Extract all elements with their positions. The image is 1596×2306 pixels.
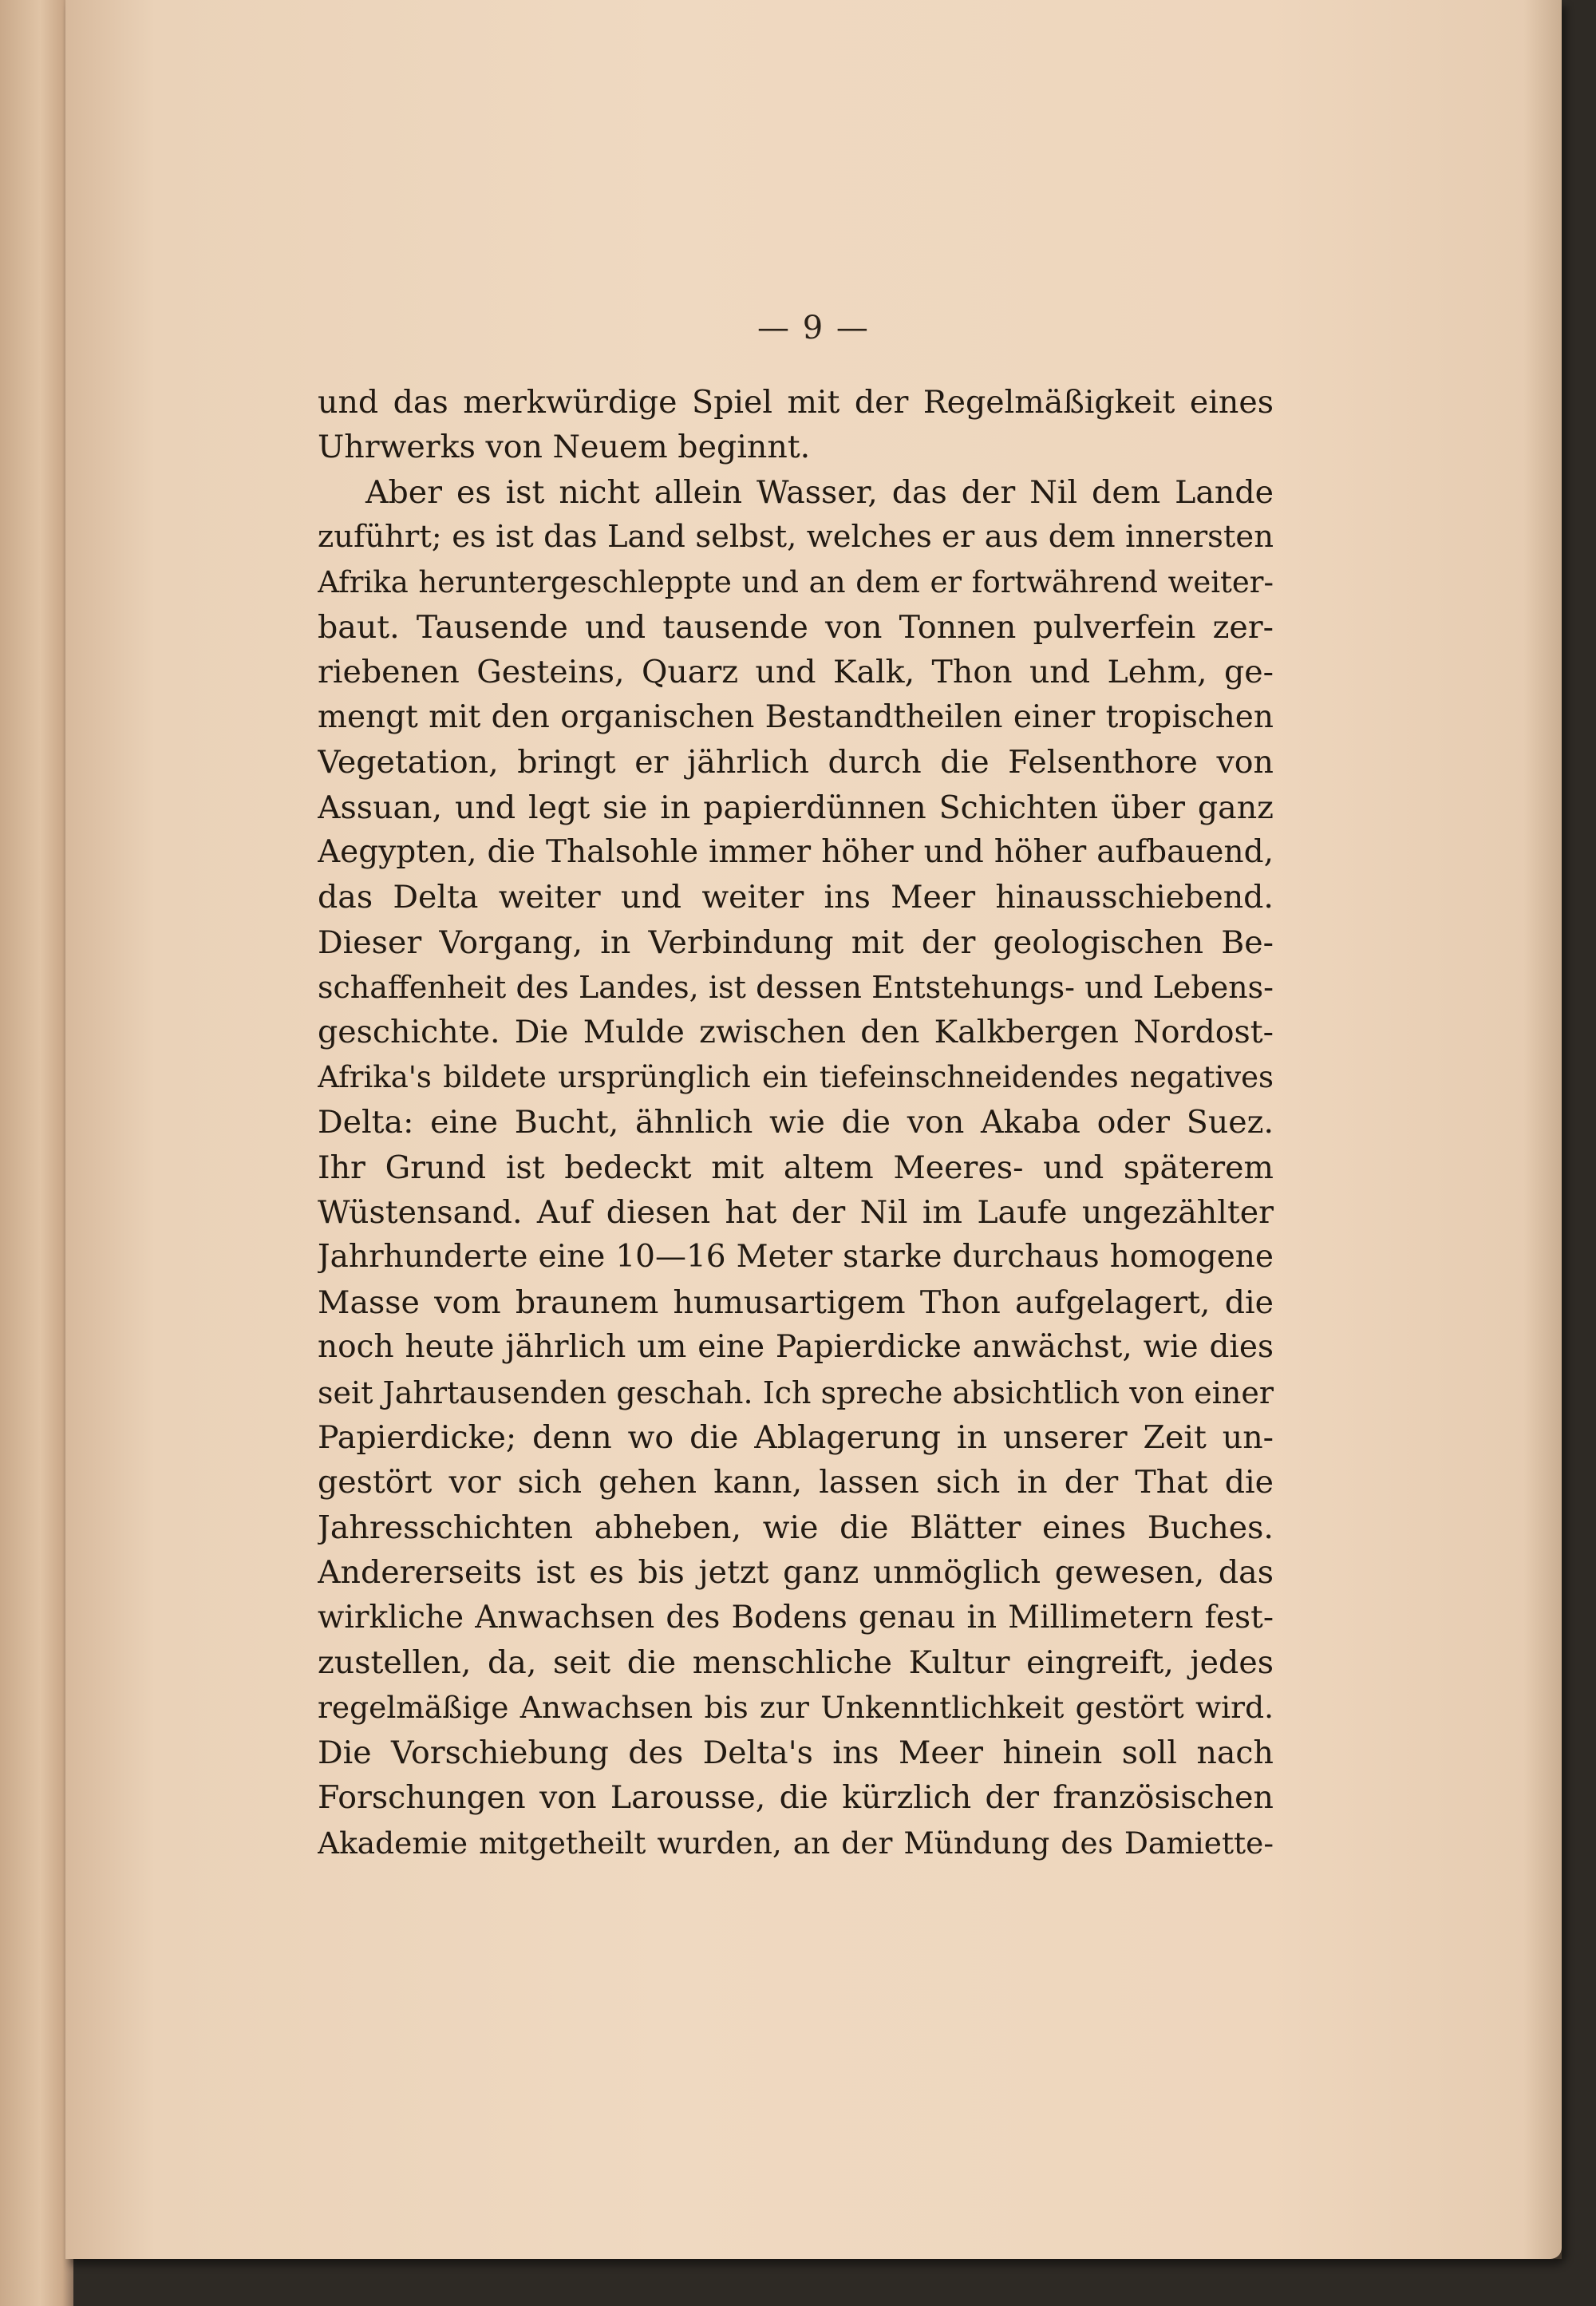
text-line: Aegypten, die Thalsohle immer höher und höher aufbauend, <box>318 833 1274 870</box>
text-line: Afrika heruntergeschleppte und an dem er fortwährend weiter- <box>318 564 1274 599</box>
text-line: und das merkwürdige Spiel mit der Regelmäßigkeit eines <box>318 384 1274 421</box>
text-line: wirkliche Anwachsen des Bodens genau in Millimetern fest- <box>318 1599 1274 1636</box>
text-line: noch heute jährlich um eine Papierdicke anwächst, wie dies <box>318 1329 1274 1366</box>
text-line: Die Vorschiebung des Delta's ins Meer hinein soll nach <box>318 1734 1274 1771</box>
text-line: Jahresschichten abheben, wie die Blätter eines Buches. <box>318 1509 1274 1546</box>
text-line: Andererseits ist es bis jetzt ganz unmöglich gewesen, das <box>318 1554 1274 1592</box>
text-line: baut. Tausende und tausende von Tonnen pulverfein zer- <box>318 608 1274 646</box>
text-line: Vegetation, bringt er jährlich durch die Felsenthore von <box>318 744 1274 781</box>
text-line: das Delta weiter und weiter ins Meer hinausschiebend. <box>318 879 1274 916</box>
book-page <box>65 0 1562 2259</box>
text-line: zustellen, da, seit die menschliche Kultur eingreift, jedes <box>318 1643 1274 1681</box>
text-line: Akademie mitgetheilt wurden, an der Mündung des Damiette- <box>318 1825 1274 1861</box>
text-line: Dieser Vorgang, in Verbindung mit der geologischen Be- <box>318 924 1274 961</box>
previous-page-edge <box>0 0 73 2306</box>
text-line: Forschungen von Larousse, die kürzlich der französischen <box>318 1779 1274 1817</box>
body-text <box>318 380 1274 1865</box>
text-line: Uhrwerks von Neuem beginnt. <box>318 429 811 466</box>
text-line: geschichte. Die Mulde zwischen den Kalkbergen Nordost- <box>318 1014 1274 1051</box>
text-line: Aber es ist nicht allein Wasser, das der Nil dem Lande <box>365 473 1274 511</box>
text-line: Ihr Grund ist bedeckt mit altem Meeres- und späterem <box>318 1149 1274 1186</box>
text-line: Afrika's bildete ursprünglich ein tiefeinschneidendes negatives <box>318 1059 1274 1094</box>
text-line: seit Jahrtausenden geschah. Ich spreche absichtlich von einer <box>318 1375 1274 1410</box>
text-line: gestört vor sich gehen kann, lassen sich in der That die <box>318 1464 1274 1501</box>
text-line: zuführt; es ist das Land selbst, welches er aus dem innersten <box>318 519 1274 556</box>
text-line: regelmäßige Anwachsen bis zur Unkenntlichkeit gestört wird. <box>318 1690 1274 1726</box>
text-line: Delta: eine Bucht, ähnlich wie die von Akaba oder Suez. <box>318 1104 1274 1141</box>
text-line: Jahrhunderte eine 10—16 Meter starke durchaus homogene <box>318 1239 1274 1276</box>
text-line: Wüstensand. Auf diesen hat der Nil im Laufe ungezählter <box>318 1194 1274 1232</box>
text-line: mengt mit den organischen Bestandtheilen einer tropischen <box>318 698 1274 735</box>
text-line: Masse vom braunem humusartigem Thon aufgelagert, die <box>318 1284 1274 1321</box>
text-line: Papierdicke; denn wo die Ablagerung in unserer Zeit un- <box>318 1418 1274 1456</box>
text-line: riebenen Gesteins, Quarz und Kalk, Thon und Lehm, ge- <box>318 654 1274 691</box>
page-number: — 9 — <box>757 310 870 346</box>
text-line: schaffenheit des Landes, ist dessen Entstehungs- und Lebens- <box>318 970 1274 1006</box>
text-line: Assuan, und legt sie in papierdünnen Schichten über ganz <box>318 789 1274 826</box>
